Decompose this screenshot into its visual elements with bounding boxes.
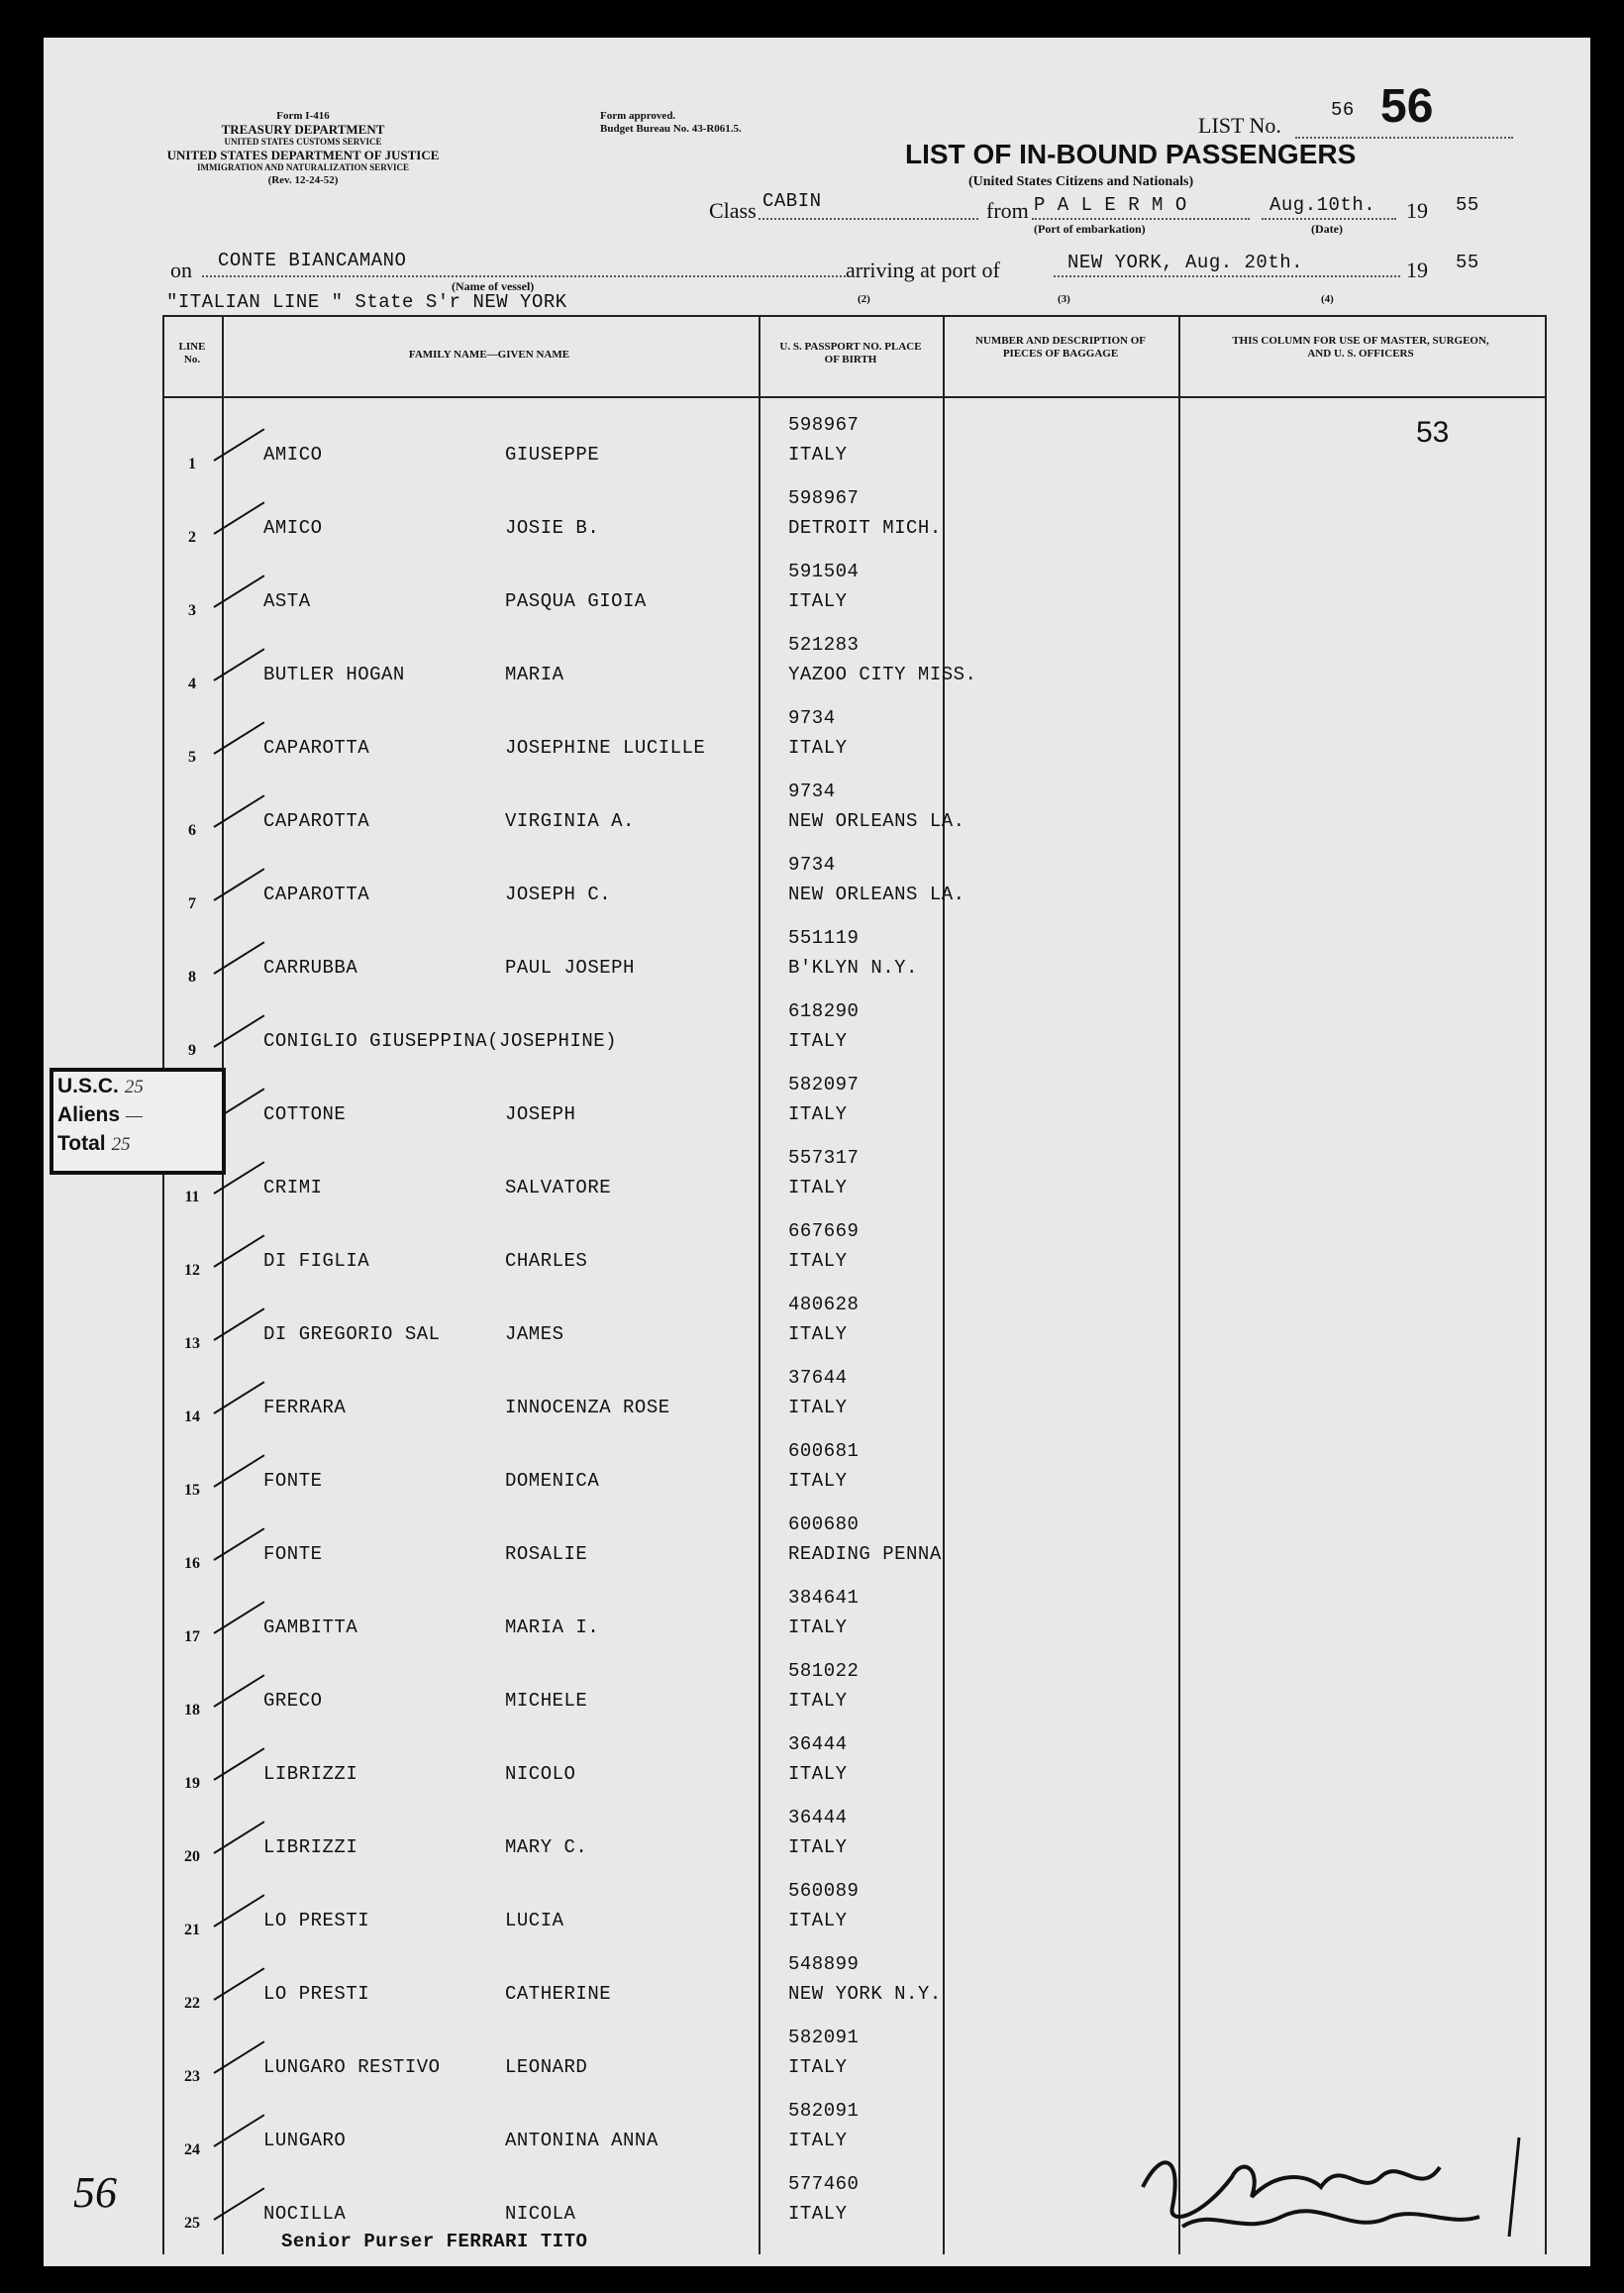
place-of-birth: ITALY xyxy=(788,444,848,466)
page-title: LIST OF IN-BOUND PASSENGERS xyxy=(905,139,1357,169)
given-name: LEONARD xyxy=(505,2056,588,2078)
table-row xyxy=(44,2017,1590,2090)
table-row xyxy=(44,1064,1590,1137)
line-number: 9 xyxy=(188,1042,196,1059)
port-embarkation-caption: (Port of embarkation) xyxy=(1034,222,1146,236)
check-mark xyxy=(213,1601,264,1633)
place-of-birth: ITALY xyxy=(788,737,848,759)
place-of-birth: ITALY xyxy=(788,1690,848,1712)
budget-number: Budget Bureau No. 43-R061.5. xyxy=(600,123,742,135)
passport-number: 9734 xyxy=(788,707,836,729)
date-caption: (Date) xyxy=(1311,222,1343,236)
check-mark xyxy=(213,2187,264,2220)
family-name: CAPAROTTA xyxy=(263,737,370,759)
place-of-birth: YAZOO CITY MISS. xyxy=(788,664,977,685)
line-number: 14 xyxy=(184,1408,200,1425)
table-row xyxy=(44,1210,1590,1284)
passport-number: 577460 xyxy=(788,2173,860,2195)
line-number: 25 xyxy=(184,2215,200,2232)
table-row xyxy=(44,551,1590,624)
given-name: MARY C. xyxy=(505,1836,588,1858)
passport-number: 384641 xyxy=(788,1587,860,1609)
place-of-birth: ITALY xyxy=(788,590,848,612)
check-mark xyxy=(213,648,264,680)
line-number: 7 xyxy=(188,895,196,912)
place-of-birth: READING PENNA xyxy=(788,1543,942,1565)
tally-box xyxy=(50,1068,226,1175)
table-row xyxy=(44,1797,1590,1870)
check-mark xyxy=(213,1674,264,1707)
passport-number: 591504 xyxy=(788,561,860,582)
aliens-label: Aliens xyxy=(57,1103,121,1126)
check-mark xyxy=(213,1381,264,1413)
check-mark xyxy=(213,428,264,461)
form-approved: Form approved. xyxy=(600,110,676,122)
year-prefix-2: 19 xyxy=(1406,258,1428,282)
col-header-name: FAMILY NAME—GIVEN NAME xyxy=(408,349,570,361)
class-label: Class xyxy=(709,198,757,223)
passport-number: 36444 xyxy=(788,1733,848,1755)
check-mark xyxy=(213,1234,264,1267)
table-row xyxy=(44,1137,1590,1210)
given-name: JOSIE B. xyxy=(505,517,600,539)
family-name: AMICO xyxy=(263,517,323,539)
family-name: GAMBITTA xyxy=(263,1616,358,1638)
class-value: CABIN xyxy=(762,190,822,212)
line-number: 23 xyxy=(184,2068,200,2085)
place-of-birth: ITALY xyxy=(788,2130,848,2151)
customs-label: UNITED STATES CUSTOMS SERVICE xyxy=(224,137,382,147)
table-row xyxy=(44,1430,1590,1504)
family-name: LIBRIZZI xyxy=(263,1836,358,1858)
family-name: FONTE xyxy=(263,1470,323,1492)
passport-number: 557317 xyxy=(788,1147,860,1169)
family-name: ASTA xyxy=(263,590,311,612)
line-number: 8 xyxy=(188,969,196,986)
family-name: LO PRESTI xyxy=(263,1910,370,1931)
line-number: 15 xyxy=(184,1482,200,1499)
place-of-birth: ITALY xyxy=(788,1910,848,1931)
given-name: ANTONINA ANNA xyxy=(505,2130,659,2151)
check-mark xyxy=(213,2040,264,2073)
table-row xyxy=(44,1943,1590,2017)
given-name: NICOLO xyxy=(505,1763,576,1785)
line-number: 4 xyxy=(188,676,196,692)
from-value: P A L E R M O xyxy=(1034,194,1187,216)
col-header-baggage: NUMBER AND DESCRIPTION OF PIECES OF BAGGAGE xyxy=(974,335,1147,360)
officer-count-note: 53 xyxy=(1416,416,1450,449)
given-name: INNOCENZA ROSE xyxy=(505,1397,670,1418)
place-of-birth: ITALY xyxy=(788,1763,848,1785)
passport-number: 598967 xyxy=(788,487,860,509)
on-label: on xyxy=(170,258,192,282)
passport-number: 600680 xyxy=(788,1513,860,1535)
line-number: 13 xyxy=(184,1335,200,1352)
total-label: Total xyxy=(57,1132,106,1155)
check-mark xyxy=(213,501,264,534)
passport-number: 618290 xyxy=(788,1000,860,1022)
place-of-birth: ITALY xyxy=(788,1177,848,1199)
given-name: GIUSEPPE xyxy=(505,444,600,466)
col-header-officers: THIS COLUMN FOR USE OF MASTER, SURGEON, AND U. S. OFFICERS xyxy=(1232,335,1489,360)
col-header-line-no: LINE No. xyxy=(178,341,206,365)
passport-number: 9734 xyxy=(788,854,836,876)
col-header-passport: U. S. PASSPORT NO. PLACE OF BIRTH xyxy=(779,341,922,365)
line-number: 3 xyxy=(188,602,196,619)
family-name: LIBRIZZI xyxy=(263,1763,358,1785)
treasury-label: TREASURY DEPARTMENT xyxy=(221,122,385,137)
passport-number: 37644 xyxy=(788,1367,848,1389)
line-number: 2 xyxy=(188,529,196,546)
justice-label: UNITED STATES DEPARTMENT OF JUSTICE xyxy=(166,148,440,162)
revision-label: (Rev. 12-24-52) xyxy=(267,174,339,186)
line-number: 5 xyxy=(188,749,196,766)
col-marker-4: (4) xyxy=(1321,293,1334,305)
agency-block xyxy=(135,110,471,187)
given-name: MARIA I. xyxy=(505,1616,600,1638)
family-name: FERRARA xyxy=(263,1397,347,1418)
passport-number: 582091 xyxy=(788,2100,860,2122)
check-mark xyxy=(213,721,264,754)
family-name: AMICO xyxy=(263,444,323,466)
check-mark xyxy=(213,1307,264,1340)
form-number: Form I-416 xyxy=(276,110,330,122)
given-name: NICOLA xyxy=(505,2203,576,2225)
given-name: MICHELE xyxy=(505,1690,588,1712)
place-of-birth: DETROIT MICH. xyxy=(788,517,942,539)
check-mark xyxy=(213,1527,264,1560)
margin-number: 56 xyxy=(73,2168,117,2217)
place-of-birth: ITALY xyxy=(788,1397,848,1418)
given-name: SALVATORE xyxy=(505,1177,612,1199)
table-row xyxy=(44,1284,1590,1357)
family-name: NOCILLA xyxy=(263,2203,347,2225)
given-name: DOMENICA xyxy=(505,1470,600,1492)
usc-label: U.S.C. xyxy=(57,1075,119,1097)
passport-number: 667669 xyxy=(788,1220,860,1242)
place-of-birth: ITALY xyxy=(788,1323,848,1345)
place-of-birth: ITALY xyxy=(788,1470,848,1492)
passport-number: 598967 xyxy=(788,414,860,436)
place-of-birth: B'KLYN N.Y. xyxy=(788,957,918,979)
passport-number: 521283 xyxy=(788,634,860,656)
immigration-label: IMMIGRATION AND NATURALIZATION SERVICE xyxy=(197,162,409,172)
family-name: DI GREGORIO SAL xyxy=(263,1323,441,1345)
check-mark xyxy=(213,574,264,607)
list-no-typed: 56 xyxy=(1331,99,1355,121)
line-number: 6 xyxy=(188,822,196,839)
given-name: PASQUA GIOIA xyxy=(505,590,647,612)
usc-value: 25 xyxy=(124,1077,144,1097)
total-value: 25 xyxy=(111,1134,131,1155)
officer-signature xyxy=(1123,2128,1539,2246)
arriving-label: arriving at port of xyxy=(846,258,1000,282)
given-name: JOSEPHINE LUCILLE xyxy=(505,737,706,759)
place-of-birth: NEW YORK N.Y. xyxy=(788,1983,942,2005)
departure-year: 55 xyxy=(1456,194,1479,216)
place-of-birth: ITALY xyxy=(788,1616,848,1638)
table-row xyxy=(44,1650,1590,1723)
senior-purser: Senior Purser FERRARI TITO xyxy=(281,2231,588,2252)
line-number: 16 xyxy=(184,1555,200,1572)
family-name: GRECO xyxy=(263,1690,323,1712)
place-of-birth: ITALY xyxy=(788,1836,848,1858)
table-row xyxy=(44,1577,1590,1650)
passport-number: 581022 xyxy=(788,1660,860,1682)
check-mark xyxy=(213,868,264,900)
passport-number: 551119 xyxy=(788,927,860,949)
table-row xyxy=(44,990,1590,1064)
given-name: JAMES xyxy=(505,1323,564,1345)
place-of-birth: ITALY xyxy=(788,2203,848,2225)
family-name: CARRUBBA xyxy=(263,957,358,979)
family-name: BUTLER HOGAN xyxy=(263,664,405,685)
family-name: DI FIGLIA xyxy=(263,1250,370,1272)
line-number: 24 xyxy=(184,2141,200,2158)
passport-number: 582091 xyxy=(788,2027,860,2048)
col-marker-3: (3) xyxy=(1058,293,1070,305)
aliens-value: — xyxy=(126,1105,143,1126)
table-row xyxy=(44,1504,1590,1577)
passport-number: 36444 xyxy=(788,1807,848,1828)
departure-date: Aug.10th. xyxy=(1269,194,1376,216)
place-of-birth: NEW ORLEANS LA. xyxy=(788,810,965,832)
family-name: LUNGARO RESTIVO xyxy=(263,2056,441,2078)
table-row xyxy=(44,771,1590,844)
place-of-birth: ITALY xyxy=(788,2056,848,2078)
col-marker-2: (2) xyxy=(858,293,870,305)
arrival-port-date: NEW YORK, Aug. 20th. xyxy=(1067,252,1304,273)
table-row xyxy=(44,624,1590,697)
given-name: ROSALIE xyxy=(505,1543,588,1565)
family-name: LUNGARO xyxy=(263,2130,347,2151)
line-number: 21 xyxy=(184,1922,200,1938)
shipping-line: "ITALIAN LINE " State S'r NEW YORK xyxy=(166,291,567,313)
check-mark xyxy=(213,1014,264,1047)
passport-number: 9734 xyxy=(788,781,836,802)
place-of-birth: NEW ORLEANS LA. xyxy=(788,884,965,905)
family-name: LO PRESTI xyxy=(263,1983,370,2005)
list-no-label: LIST No. xyxy=(1198,113,1281,138)
table-row xyxy=(44,1723,1590,1797)
table-row xyxy=(44,404,1590,477)
from-label: from xyxy=(986,198,1029,223)
list-no-stamped: 56 xyxy=(1380,80,1434,133)
passport-number: 560089 xyxy=(788,1880,860,1902)
page-subtitle: (United States Citizens and Nationals) xyxy=(968,174,1194,189)
given-name: CATHERINE xyxy=(505,1983,612,2005)
table-row xyxy=(44,1870,1590,1943)
check-mark xyxy=(213,1747,264,1780)
place-of-birth: ITALY xyxy=(788,1030,848,1052)
given-name: PAUL JOSEPH xyxy=(505,957,635,979)
line-number: 20 xyxy=(184,1848,200,1865)
family-name: CONIGLIO GIUSEPPINA(JOSEPHINE) xyxy=(263,1030,618,1052)
table-row xyxy=(44,917,1590,990)
family-name: CAPAROTTA xyxy=(263,884,370,905)
passport-number: 480628 xyxy=(788,1294,860,1315)
given-name: MARIA xyxy=(505,664,564,685)
line-number: 18 xyxy=(184,1702,200,1719)
family-name: CAPAROTTA xyxy=(263,810,370,832)
given-name: LUCIA xyxy=(505,1910,564,1931)
line-number: 22 xyxy=(184,1995,200,2012)
family-name: COTTONE xyxy=(263,1103,347,1125)
check-mark xyxy=(213,2114,264,2146)
manifest-page xyxy=(44,38,1590,2266)
check-mark xyxy=(213,794,264,827)
line-number: 11 xyxy=(184,1189,200,1205)
line-number: 1 xyxy=(188,456,196,472)
table-row xyxy=(44,477,1590,551)
given-name: JOSEPH xyxy=(505,1103,576,1125)
family-name: CRIMI xyxy=(263,1177,323,1199)
place-of-birth: ITALY xyxy=(788,1250,848,1272)
passport-number: 582097 xyxy=(788,1074,860,1095)
line-number: 19 xyxy=(184,1775,200,1792)
check-mark xyxy=(213,1894,264,1927)
given-name: CHARLES xyxy=(505,1250,588,1272)
table-row xyxy=(44,1357,1590,1430)
passport-number: 548899 xyxy=(788,1953,860,1975)
check-mark xyxy=(213,1967,264,2000)
family-name: FONTE xyxy=(263,1543,323,1565)
table-row xyxy=(44,844,1590,917)
line-number: 17 xyxy=(184,1628,200,1645)
given-name: VIRGINIA A. xyxy=(505,810,635,832)
year-prefix-1: 19 xyxy=(1406,198,1428,223)
arrival-year: 55 xyxy=(1456,252,1479,273)
place-of-birth: ITALY xyxy=(788,1103,848,1125)
approval-block xyxy=(600,110,742,136)
vessel-name: CONTE BIANCAMANO xyxy=(218,250,407,271)
table-row xyxy=(44,697,1590,771)
line-number: 12 xyxy=(184,1262,200,1279)
given-name: JOSEPH C. xyxy=(505,884,612,905)
check-mark xyxy=(213,1821,264,1853)
check-mark xyxy=(213,1454,264,1487)
passport-number: 600681 xyxy=(788,1440,860,1462)
check-mark xyxy=(213,941,264,974)
vessel-caption: (Name of vessel) xyxy=(452,279,535,293)
